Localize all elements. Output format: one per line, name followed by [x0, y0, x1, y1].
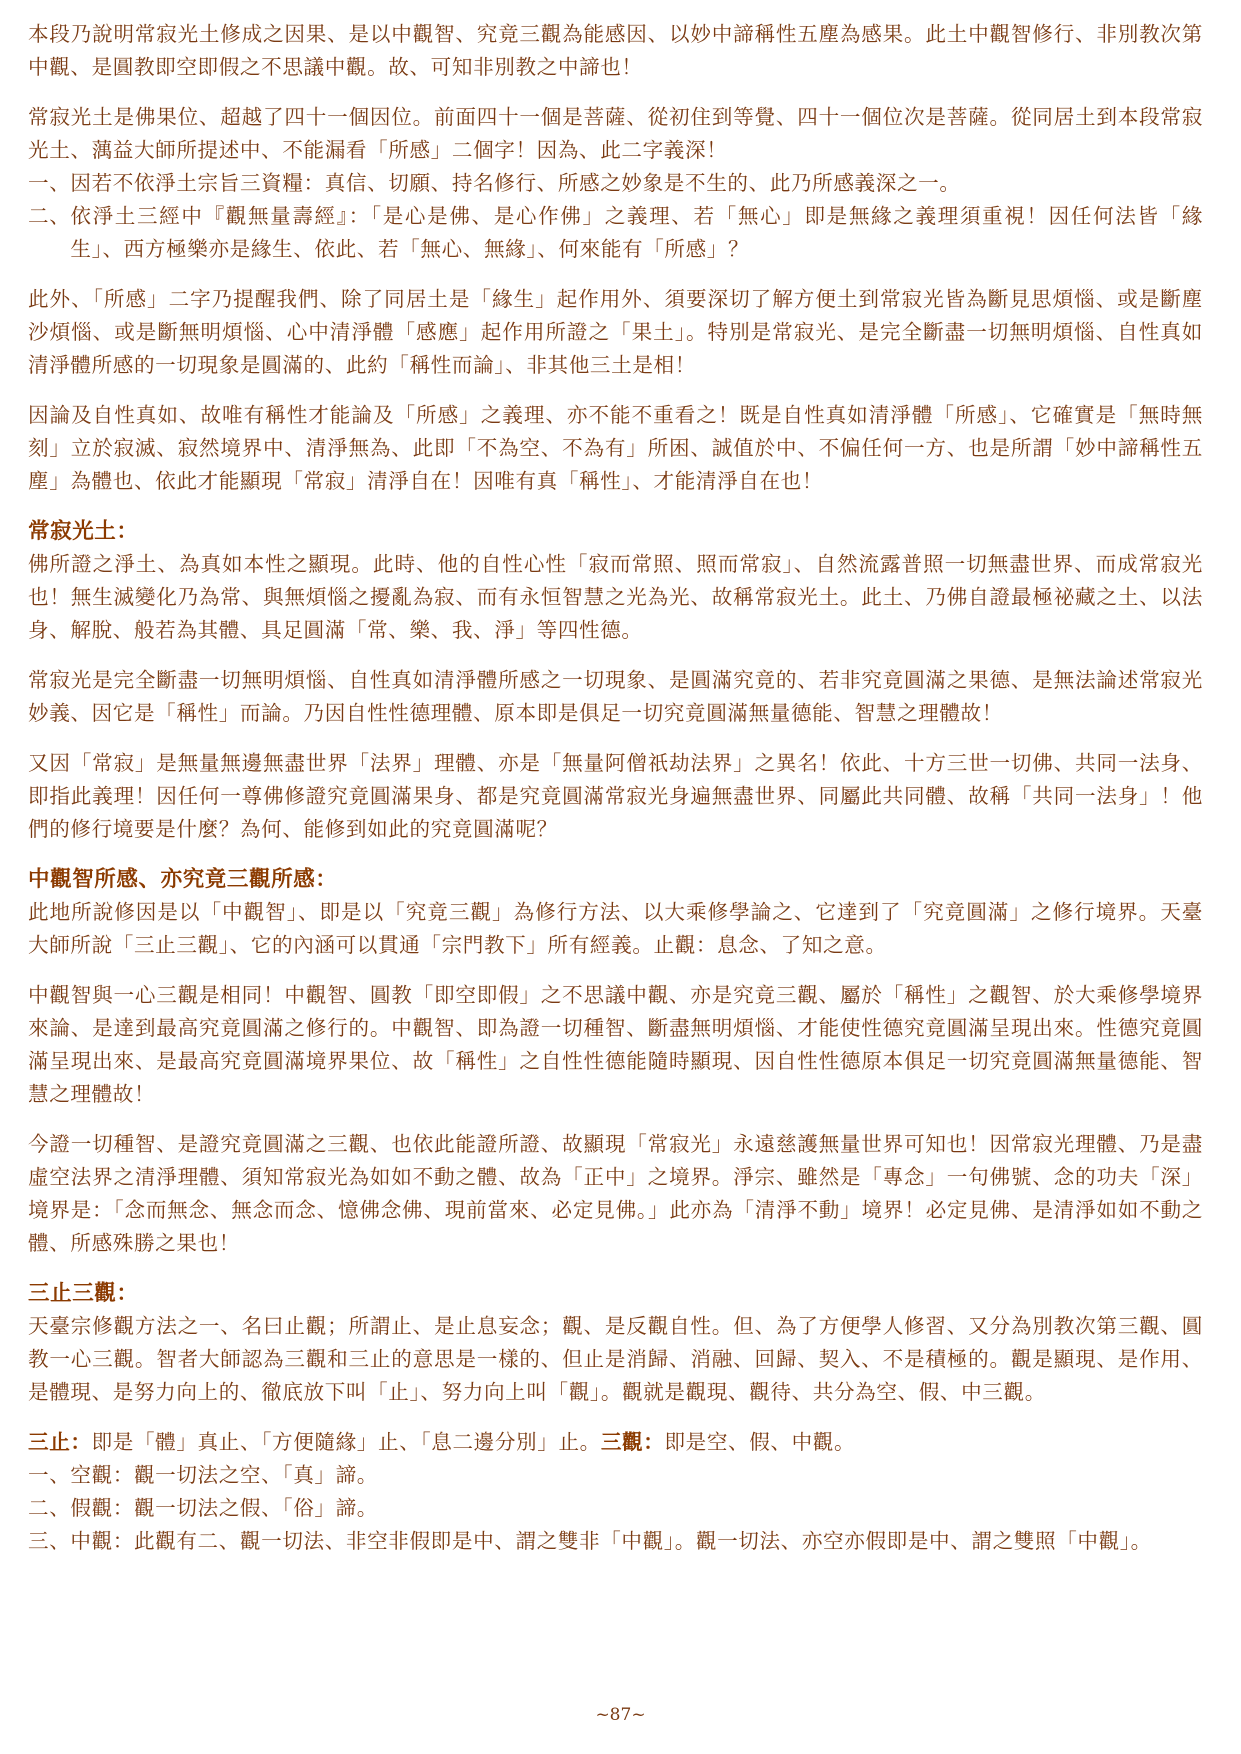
section-heading: 三止三觀： [28, 1281, 139, 1306]
paragraph-1 [28, 18, 1203, 84]
paragraph-9 [28, 979, 1203, 1111]
list-marker: 一、 [28, 171, 71, 195]
guan-text: 即是空、假、中觀。 [664, 1430, 856, 1454]
guan-label: 三觀： [600, 1430, 665, 1454]
list-marker: 三、中觀： [28, 1529, 134, 1553]
paragraph-12 [28, 1426, 1203, 1558]
paragraph-9-text: 中觀智與一心三觀是相同！中觀智、圓教「即空即假」之不思議中觀、亦是究竟三觀、屬於「稱性」之觀智、於大乘修學境界來論、是達到最高究竟圓滿之修行的。中觀智、即為證一切種智、斷盡無明煩惱、才能使性德究竟圓滿呈現出來。性德究竟圓滿呈現出來、是最高究竟圓滿境界果位、故「稱性」之自性性德能隨時顯現、因自性性德原本俱足一切究竟圓滿無量德能、智慧之理體故！ [28, 983, 1203, 1106]
paragraph-7 [28, 747, 1203, 846]
list-item [28, 1492, 1203, 1525]
paragraph-3 [28, 283, 1203, 382]
list-text: 因若不依淨土宗旨三資糧：真信、切願、持名修行、所感之妙象是不生的、此乃所感義深之一。 [70, 171, 961, 195]
list-item [28, 200, 1203, 266]
zhi-label: 三止： [28, 1430, 92, 1454]
paragraph-11-text: 天臺宗修觀方法之一、名曰止觀；所謂止、是止息妄念；觀、是反觀自性。但、為了方便學人修習、又分為別教次第三觀、圓教一心三觀。智者大師認為三觀和三止的意思是一樣的、但止是消歸、消融、回歸、契入、不是積極的。觀是顯現、是作用、是體現、是努力向上的、徹底放下叫「止」、努力向上叫「觀」。觀就是觀現、觀待、共分為空、假、中三觀。 [28, 1314, 1203, 1404]
paragraph-6 [28, 664, 1203, 730]
page-number: ~87~ [595, 1705, 646, 1725]
zhi-guan-definition [28, 1426, 1203, 1459]
paragraph-1-text: 本段乃說明常寂光土修成之因果、是以中觀智、究竟三觀為能感因、以妙中諦稱性五塵為感果。此土中觀智修行、非別教次第中觀、是圓教即空即假之不思議中觀。故、可知非別教之中諦也！ [28, 22, 1203, 79]
section-zhongguanzhi [28, 863, 1203, 962]
paragraph-10 [28, 1128, 1203, 1260]
list-text: 觀一切法之假、「俗」諦。 [133, 1496, 378, 1520]
paragraph-4 [28, 399, 1203, 498]
list-item [28, 1525, 1203, 1558]
list-marker: 二、 [28, 204, 71, 228]
section-heading: 中觀智所感、亦究竟三觀所感： [28, 867, 338, 892]
paragraph-3-text: 此外、「所感」二字乃提醒我們、除了同居土是「緣生」起作用外、須要深切了解方便土到常寂光皆為斷見思煩惱、或是斷塵沙煩惱、或是斷無明煩惱、心中清淨體「感應」起作用所證之「果土」。特別是常寂光、是完全斷盡一切無明煩惱、自性真如清淨體所感的一切現象是圓滿的、此約「稱性而論」、非其他三土是相！ [28, 287, 1203, 377]
paragraph-2 [28, 101, 1203, 266]
paragraph-8-text: 此地所說修因是以「中觀智」、即是以「究竟三觀」為修行方法、以大乘修學論之、它達到了「究竟圓滿」之修行境界。天臺大師所說「三止三觀」、它的內涵可以貫通「宗門教下」所有經義。止觀：息念、了知之意。 [28, 900, 1203, 957]
list-item [28, 167, 1203, 200]
section-sanzhisanguan [28, 1277, 1203, 1409]
list-marker: 一、空觀： [28, 1463, 134, 1487]
list-marker: 二、假觀： [28, 1496, 134, 1520]
list-text: 此觀有二、觀一切法、非空非假即是中、謂之雙非「中觀」。觀一切法、亦空亦假即是中、謂之雙照「中觀」。 [133, 1529, 1152, 1553]
section-changjiguang [28, 515, 1203, 647]
paragraph-2-text: 常寂光土是佛果位、超越了四十一個因位。前面四十一個是菩薩、從初住到等覺、四十一個位次是菩薩。從同居土到本段常寂光土、蕅益大師所提述中、不能漏看「所感」二個字！因為、此二字義深！ [28, 105, 1203, 162]
paragraph-4-text: 因論及自性真如、故唯有稱性才能論及「所感」之義理、亦不能不重看之！既是自性真如清淨體「所感」、它確實是「無時無刻」立於寂滅、寂然境界中、清淨無為、此即「不為空、不為有」所困、誠值於中、不偏任何一方、也是所謂「妙中諦稱性五塵」為體也、依此才能顯現「常寂」清淨自在！因唯有真「稱性」、才能清淨自在也！ [28, 403, 1203, 493]
section-heading: 常寂光土： [28, 519, 139, 544]
paragraph-6-text: 常寂光是完全斷盡一切無明煩惱、自性真如清淨體所感之一切現象、是圓滿究竟的、若非究竟圓滿之果德、是無法論述常寂光妙義、因它是「稱性」而論。乃因自性性德理體、原本即是俱足一切究竟圓滿無量德能、智慧之理體故！ [28, 668, 1203, 725]
paragraph-5-text: 佛所證之淨土、為真如本性之顯現。此時、他的自性心性「寂而常照、照而常寂」、自然流露普照一切無盡世界、而成常寂光也！無生滅變化乃為常、與無煩惱之擾亂為寂、而有永恒智慧之光為光、故稱常寂光土。此土、乃佛自證最極祕藏之土、以法身、解脫、般若為其體、具足圓滿「常、樂、我、淨」等四性德。 [28, 552, 1203, 642]
paragraph-7-text: 又因「常寂」是無量無邊無盡世界「法界」理體、亦是「無量阿僧祇劫法界」之異名！依此、十方三世一切佛、共同一法身、即指此義理！因任何一尊佛修證究竟圓滿果身、都是究竟圓滿常寂光身遍無盡世界、同屬此共同體、故稱「共同一法身」！他們的修行境要是什麼？為何、能修到如此的究竟圓滿呢？ [28, 751, 1203, 841]
list-text: 依淨土三經中『觀無量壽經』：「是心是佛、是心作佛」之義理、若「無心」即是無緣之義理須重視！因任何法皆「緣生」、西方極樂亦是緣生、依此、若「無心、無緣」、何來能有「所感」？ [70, 204, 1203, 261]
list-text: 觀一切法之空、「真」諦。 [133, 1463, 378, 1487]
list-item [28, 1459, 1203, 1492]
zhi-text: 即是「體」真止、「方便隨緣」止、「息二邊分別」止。 [91, 1430, 601, 1454]
paragraph-10-text: 今證一切種智、是證究竟圓滿之三觀、也依此能證所證、故顯現「常寂光」永遠慈護無量世界可知也！因常寂光理體、乃是盡虛空法界之清淨理體、須知常寂光為如如不動之體、故為「正中」之境界。淨宗、雖然是「專念」一句佛號、念的功夫「深」境界是：「念而無念、無念而念、憶佛念佛、現前當來、必定見佛。」此亦為「清淨不動」境界！必定見佛、是清淨如如不動之體、所感殊勝之果也！ [28, 1132, 1203, 1255]
